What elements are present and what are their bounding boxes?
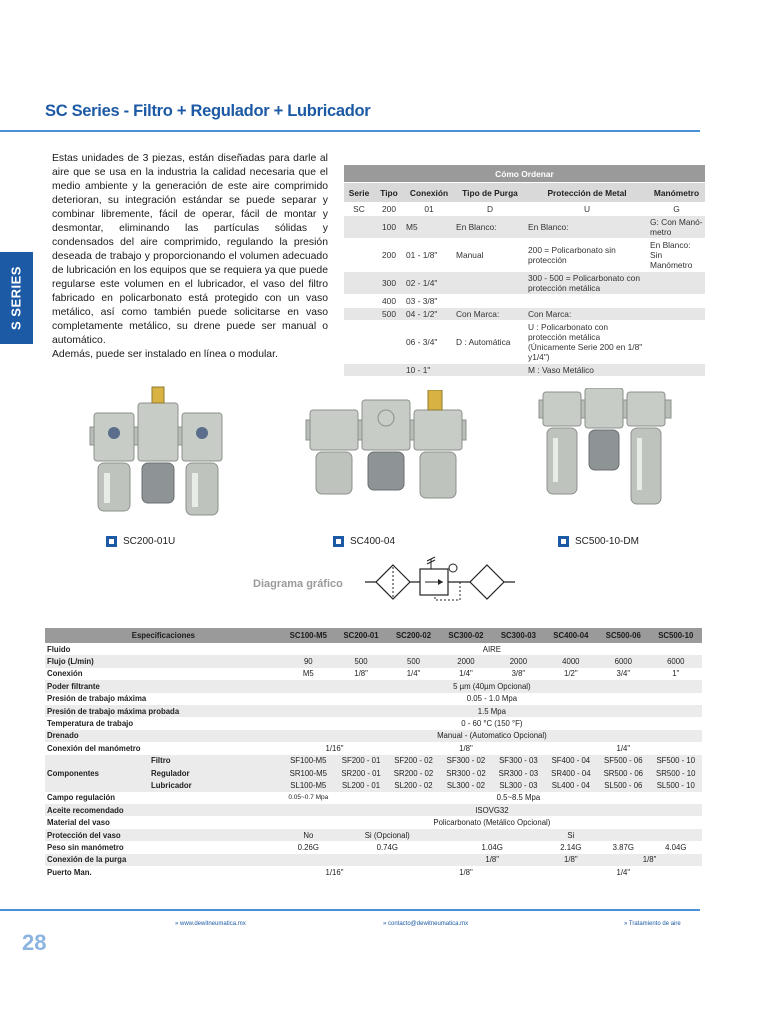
spec-value: 1/4" [616, 743, 631, 753]
order-cell: SC [344, 203, 374, 216]
order-cell: 300 - 500 = Policarbonato con protección metálica [526, 272, 648, 295]
specs-header: Especificaciones [45, 628, 282, 643]
component-model: SF300 - 03 [492, 755, 544, 767]
order-cell: 200 = Policarbonato sin protección [526, 239, 648, 272]
spec-value: 1/2" [564, 669, 578, 679]
order-header: Tipo de Purga [454, 183, 526, 203]
spec-value: 0.05~0.7 Mpa [288, 794, 329, 802]
order-cell: 04 - 1/2" [404, 308, 454, 321]
spec-value: 1/4" [406, 669, 421, 679]
spec-value: 1/4" [616, 867, 631, 877]
product-image-sc400 [302, 390, 472, 505]
component-model: SR100-M5 [282, 767, 335, 779]
spec-value: 0.74G [376, 842, 398, 852]
component-model: SL200 - 01 [335, 779, 387, 791]
spec-value: 0.05 - 1.0 Mpa [466, 694, 518, 704]
product-label-1: SC200-01U [106, 536, 175, 547]
spec-label: Poder filtrante [45, 680, 282, 692]
spec-value: 1/16" [325, 743, 344, 753]
order-cell: En Blanco: Sin Manómetro [648, 239, 705, 272]
specifications-table [45, 628, 702, 878]
component-model: SL200 - 02 [387, 779, 439, 791]
component-name: Lubricador [149, 779, 282, 791]
component-model: SR200 - 01 [335, 767, 387, 779]
spec-value: Si (Opcional) [335, 829, 440, 841]
component-model: SR200 - 02 [387, 767, 439, 779]
spec-value: Policarbonato (Metálico Opcional) [433, 818, 551, 828]
spec-value: 6000 [597, 655, 649, 667]
spec-label: Conexión del manómetro [47, 743, 141, 753]
component-model: SL300 - 03 [492, 779, 544, 791]
order-cell: 10 - 1" [404, 364, 454, 377]
spec-value: 3.87G [612, 842, 634, 852]
spec-value: 1/8" [354, 669, 368, 679]
product-image-sc200 [80, 385, 240, 523]
spec-value: 2000 [492, 655, 544, 667]
model-header: SC300-02 [440, 628, 492, 643]
order-cell: 500 [374, 308, 404, 321]
spec-value: 1/4" [459, 669, 473, 679]
intro-paragraph [52, 152, 328, 362]
model-header: SC500-10 [650, 628, 702, 643]
product-label-2: SC400-04 [333, 536, 395, 547]
model-header: SC500-06 [597, 628, 649, 643]
spec-value: 90 [282, 655, 335, 667]
side-tab-label: S SERIES [8, 266, 24, 330]
spec-value: 2.14G [560, 842, 582, 852]
spec-value: ISOVG32 [282, 804, 702, 816]
order-cell: Con Marca: [526, 308, 648, 321]
order-cell: 01 [404, 203, 454, 216]
product-image-sc500 [535, 388, 675, 518]
model-header: SC200-01 [335, 628, 387, 643]
spec-label: Material del vaso [47, 818, 110, 828]
component-model: SF400 - 04 [545, 755, 597, 767]
intro-text: Estas unidades de 3 piezas, están diseñadas para darle al aire que se usa en la industria la calidad necesaria que el medio ambiente y la generación de este aire comprimido deterioran, su integración estándar se puede separar y combinar libremente, fácil de operar, fácil de montar y desmontar, eliminando las partículas sólidas y condensados del aire comprimido, regulando la presión deseada de trabajo y proporcionando el volumen adecuado de lubricación en los equipos que se requiera ya que puede regularse este volumen en el lubricador, el vaso del filtro fabricado en policarbonato está protegido con un vaso metálico, así como también puede solicitarse en vaso completamente metálico, su drene puede ser manual o automático. [52, 153, 328, 346]
product-label-3: SC500-10-DM [558, 536, 639, 547]
footer-divider [0, 909, 700, 911]
square-bullet-icon [333, 536, 344, 547]
order-cell: U : Policarbonato con protección metálica (Únicamente Serie 200 en 1/8" y1/4") [526, 321, 648, 364]
component-name: Filtro [149, 755, 282, 767]
order-cell: 400 [374, 295, 404, 308]
spec-value: 1.5 Mpa [282, 705, 702, 717]
component-model: SF100-M5 [282, 755, 335, 767]
series-side-tab [0, 252, 33, 344]
component-name: Regulador [149, 767, 282, 779]
order-header: Serie [344, 183, 374, 203]
order-cell: 200 [374, 203, 404, 216]
spec-label: Fluido [47, 644, 71, 654]
spec-value: 0.26G [297, 842, 319, 852]
order-cell: 06 - 3/4" [404, 321, 454, 364]
order-header: Tipo [374, 183, 404, 203]
order-cell: En Blanco: [526, 216, 648, 239]
page-title: SC Series - Filtro + Regulador + Lubricador [45, 102, 371, 120]
intro-text-2: Además, puede ser instalado en línea o modular. [52, 349, 278, 360]
model-header: SC200-02 [387, 628, 439, 643]
footer-website-link[interactable]: » www.dewitneumatica.mx [175, 921, 246, 927]
diagram-label: Diagrama gráfico [253, 578, 343, 590]
spec-value: 1/8" [545, 854, 597, 866]
pneumatic-symbol-diagram [365, 555, 530, 605]
order-cell: M5 [404, 216, 454, 239]
order-cell: 300 [374, 272, 404, 295]
order-header: Protección de Metal [526, 183, 648, 203]
spec-label: Flujo (L/min) [45, 655, 282, 667]
order-header: Conexión [404, 183, 454, 203]
spec-value: No [282, 829, 335, 841]
spec-value: 500 [387, 655, 439, 667]
component-model: SL400 - 04 [545, 779, 597, 791]
spec-value: 3/4" [616, 669, 631, 679]
order-cell: G [648, 203, 705, 216]
model-header: SC400-04 [545, 628, 597, 643]
spec-value: 1/16" [325, 867, 344, 877]
spec-value: AIRE [482, 644, 501, 654]
spec-label: Conexión [47, 669, 83, 679]
spec-label: Puerto Man. [47, 867, 92, 877]
spec-label: Componentes [45, 755, 149, 792]
order-cell: G: Con Manó-metro [648, 216, 705, 239]
spec-value: 4000 [545, 655, 597, 667]
spec-label: Peso sin manómetro [47, 842, 124, 852]
component-model: SF200 - 02 [387, 755, 439, 767]
order-table [344, 165, 705, 377]
component-model: SL300 - 02 [440, 779, 492, 791]
component-model: SL100-M5 [282, 779, 335, 791]
spec-value: 1/8" [597, 854, 702, 866]
spec-value: 1/8" [459, 743, 473, 753]
spec-value: Manual - (Automatico Opcional) [282, 730, 702, 742]
component-model: SL500 - 06 [597, 779, 649, 791]
spec-value: 1" [672, 669, 680, 679]
order-cell: Manual [454, 239, 526, 272]
spec-label: Presión de trabajo máxima probada [45, 705, 282, 717]
component-model: SF200 - 01 [335, 755, 387, 767]
page-number: 28 [22, 930, 47, 955]
spec-value: 0.5~8.5 Mpa [496, 793, 541, 803]
spec-label: Aceite recomendado [45, 804, 282, 816]
spec-value: 3/8" [511, 669, 526, 679]
component-model: SR500 - 10 [650, 767, 702, 779]
component-model: SL500 - 10 [650, 779, 702, 791]
component-model: SR500 - 06 [597, 767, 649, 779]
order-cell: Con Marca: [454, 308, 526, 321]
model-header: SC100-M5 [282, 628, 335, 643]
footer-section: » Tratamiento de aire [624, 921, 681, 927]
order-cell: 01 - 1/8" [404, 239, 454, 272]
spec-value: 0 - 60 °C (150 °F) [461, 719, 523, 729]
model-header: SC300-03 [492, 628, 544, 643]
component-model: SF500 - 06 [597, 755, 649, 767]
spec-label: Protección del vaso [45, 829, 282, 841]
square-bullet-icon [106, 536, 117, 547]
spec-value: 2000 [440, 655, 492, 667]
title-divider [0, 130, 700, 132]
spec-value: 4.04G [665, 842, 687, 852]
component-model: SR400 - 04 [545, 767, 597, 779]
order-header: Manómetro [648, 183, 705, 203]
square-bullet-icon [558, 536, 569, 547]
spec-value: 1.04G [481, 842, 503, 852]
order-cell: 100 [374, 216, 404, 239]
component-model: SR300 - 03 [492, 767, 544, 779]
component-model: SF300 - 02 [440, 755, 492, 767]
spec-value: Si [440, 829, 702, 841]
component-model: SR300 - 02 [440, 767, 492, 779]
order-table-title: Cómo Ordenar [344, 165, 705, 183]
spec-value: 1/8" [440, 854, 545, 866]
spec-label: Temperatura de trabajo [47, 719, 134, 729]
spec-label: Drenado [45, 730, 282, 742]
spec-value: 6000 [650, 655, 702, 667]
spec-value: 5 µm (40µm Opcional) [282, 680, 702, 692]
spec-label: Conexión de la purga [45, 854, 282, 866]
order-cell: 200 [374, 239, 404, 272]
spec-label: Campo regulación [47, 793, 116, 803]
order-cell: D [454, 203, 526, 216]
order-cell: 03 - 3/8" [404, 295, 454, 308]
order-cell: U [526, 203, 648, 216]
spec-value: 500 [335, 655, 387, 667]
spec-value: M5 [302, 669, 314, 679]
order-cell: M : Vaso Metálico [526, 364, 648, 377]
footer-email-link[interactable]: » contacto@dewitneumatica.mx [383, 921, 469, 927]
spec-value: 1/8" [459, 867, 473, 877]
order-cell: D : Automática [454, 321, 526, 364]
spec-label: Presión de trabajo máxima [47, 694, 147, 704]
order-cell: En Blanco: [454, 216, 526, 239]
order-cell: 02 - 1/4" [404, 272, 454, 295]
component-model: SF500 - 10 [650, 755, 702, 767]
